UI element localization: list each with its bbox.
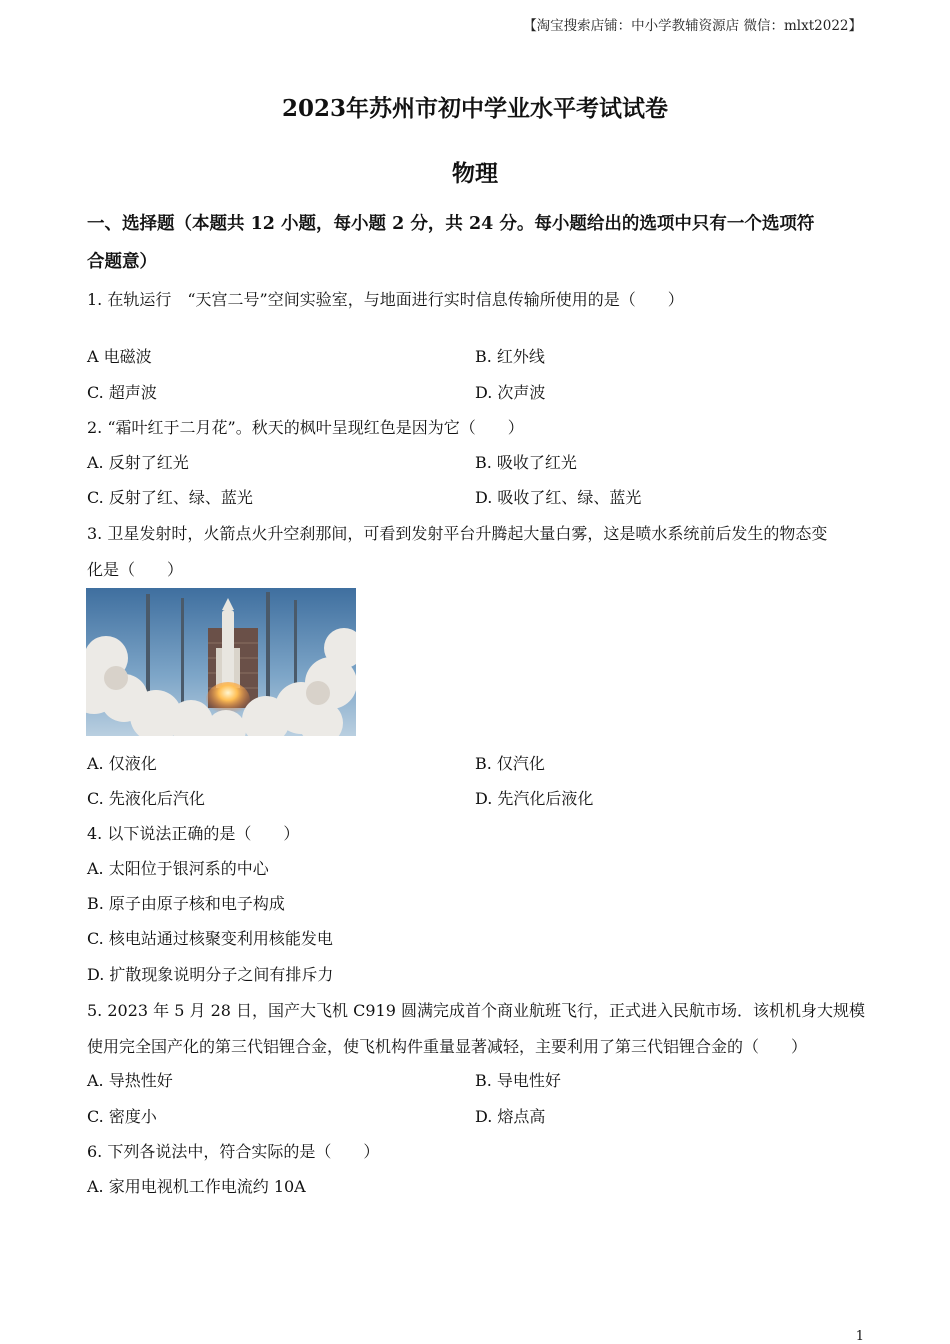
question-3-option-c: C. 先液化后汽化: [87, 789, 205, 808]
question-1-stem: 1. 在轨运行 “天宫二号”空间实验室，与地面进行实时信息传输所使用的是（ ）: [87, 290, 684, 309]
question-3-stem-line2: 化是（ ）: [87, 560, 184, 579]
question-2-option-b: B. 吸收了红光: [475, 453, 577, 472]
page-number: 1: [855, 1329, 864, 1344]
question-2-option-a: A. 反射了红光: [87, 453, 189, 472]
question-5-option-c: C. 密度小: [87, 1107, 157, 1126]
question-5-stem-line2: 使用完全国产化的第三代铝锂合金，使飞机构件重量显著减轻，主要利用了第三代铝锂合金的（ ）: [87, 1037, 808, 1056]
question-1-option-b: B. 红外线: [475, 347, 545, 366]
question-4-option-a: A. 太阳位于银河系的中心: [87, 859, 269, 878]
question-5-option-a: A. 导热性好: [87, 1071, 173, 1090]
question-3-option-b: B. 仅汽化: [475, 754, 545, 773]
question-4-option-b: B. 原子由原子核和电子构成: [87, 894, 285, 913]
section-heading-line2: 合题意）: [87, 252, 157, 272]
question-1-option-d: D. 次声波: [475, 383, 546, 402]
question-5-stem-line1: 5. 2023 年 5 月 28 日，国产大飞机 C919 圆满完成首个商业航班飞行，正式进入民航市场．该机机身大规模: [87, 1001, 865, 1020]
question-4-stem: 4. 以下说法正确的是（ ）: [87, 824, 300, 843]
question-5-option-d: D. 熔点高: [475, 1107, 546, 1126]
question-3-option-d: D. 先汽化后液化: [475, 789, 594, 808]
rocket-launch-photo: [86, 588, 356, 736]
subject-title: 物理: [452, 160, 498, 187]
question-6-stem: 6. 下列各说法中，符合实际的是（ ）: [87, 1142, 380, 1161]
question-6-option-a: A. 家用电视机工作电流约 10A: [87, 1177, 306, 1196]
question-1-option-a: A 电磁波: [87, 347, 152, 366]
question-4-option-c: C. 核电站通过核聚变利用核能发电: [87, 929, 333, 948]
question-5-option-b: B. 导电性好: [475, 1071, 561, 1090]
section-heading-line1: 一、选择题（本题共 12 小题，每小题 2 分，共 24 分。每小题给出的选项中只有一个选项符: [87, 214, 815, 234]
question-2-stem: 2. “霜叶红于二月花”。秋天的枫叶呈现红色是因为它（ ）: [87, 418, 524, 437]
question-2-option-c: C. 反射了红、绿、蓝光: [87, 488, 253, 507]
question-4-option-d: D. 扩散现象说明分子之间有排斥力: [87, 965, 334, 984]
question-3-option-a: A. 仅液化: [87, 754, 157, 773]
question-1-option-c: C. 超声波: [87, 383, 157, 402]
exam-title: 2023年苏州市初中学业水平考试试卷: [281, 95, 668, 122]
question-2-option-d: D. 吸收了红、绿、蓝光: [475, 488, 642, 507]
header-note: 【淘宝搜索店铺：中小学教辅资源店 微信：mlxt2022】: [523, 18, 862, 34]
question-3-stem-line1: 3. 卫星发射时，火箭点火升空刹那间，可看到发射平台升腾起大量白雾，这是喷水系统前后发生的物态变: [87, 524, 828, 543]
